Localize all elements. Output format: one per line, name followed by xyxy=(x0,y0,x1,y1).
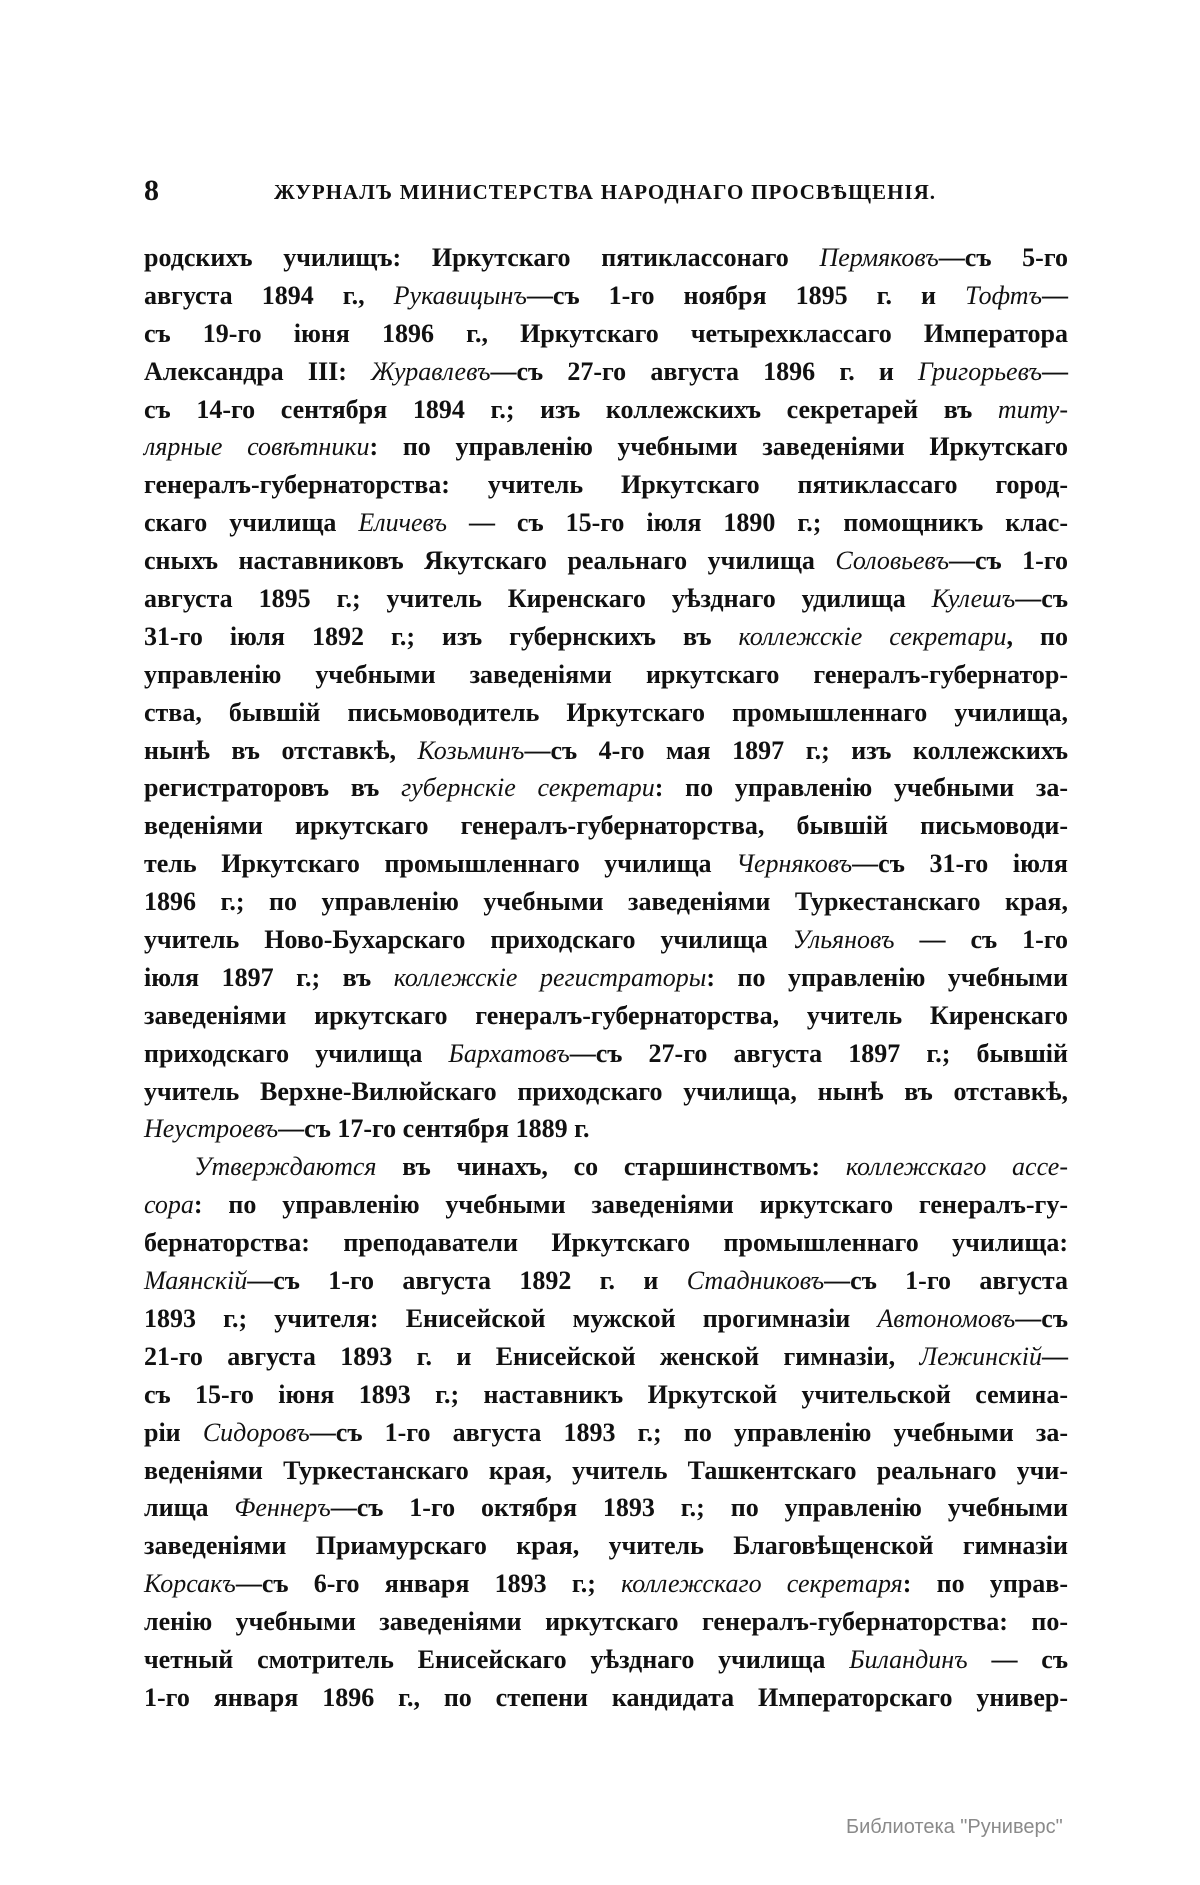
text-line xyxy=(144,319,1068,357)
text-line xyxy=(144,963,1068,1001)
text-line xyxy=(144,395,1068,433)
text-line xyxy=(144,811,1068,849)
text-segment: — xyxy=(1042,1341,1068,1371)
text-segment: —съ 4-го мая 1897 г.; изъ коллежскихъ xyxy=(524,735,1068,765)
text-segment: —съ 1-го xyxy=(948,546,1068,576)
text-segment: —съ xyxy=(1015,584,1068,614)
italic-text: Сидоровъ xyxy=(202,1417,310,1447)
text-line xyxy=(144,508,1068,546)
text-segment: — xyxy=(1042,356,1069,386)
text-segment: — съ xyxy=(967,1644,1069,1674)
text-segment: —съ 1-го августа 1892 г. и xyxy=(247,1266,687,1296)
text-line xyxy=(144,432,1068,470)
text-segment: Александра III: xyxy=(144,356,372,386)
italic-text: лярные совѣтники xyxy=(144,432,370,462)
text-line xyxy=(144,736,1068,774)
text-line xyxy=(144,357,1068,395)
text-line xyxy=(144,1228,1068,1266)
text-segment: — съ 15-го іюля 1890 г.; помощникъ клас- xyxy=(446,508,1068,538)
text-segment: : по управленію учебными заведеніями Иркутскаго xyxy=(369,432,1068,462)
text-segment: — съ 1-го xyxy=(894,925,1068,955)
text-line xyxy=(144,1683,1068,1721)
text-segment: бернаторства: преподаватели Иркутскаго промышленнаго училища: xyxy=(144,1228,1068,1258)
italic-text: Соловьевъ xyxy=(835,546,949,576)
text-segment: веденіями Туркестанскаго края, учитель Ташкентскаго реальнаго учи- xyxy=(144,1455,1068,1485)
text-line xyxy=(144,1304,1068,1342)
text-segment: сныхъ наставниковъ Якутскаго реальнаго училища xyxy=(144,546,836,576)
text-line xyxy=(144,1456,1068,1494)
text-segment: приходскаго училища xyxy=(144,1038,449,1068)
text-line xyxy=(144,1418,1068,1456)
text-line xyxy=(144,622,1068,660)
text-line xyxy=(144,1607,1068,1645)
text-segment: —съ 6-го января 1893 г.; xyxy=(235,1569,622,1599)
text-line xyxy=(144,1077,1068,1115)
text-line xyxy=(144,887,1068,925)
italic-text: коллежскіе регистраторы xyxy=(393,962,707,992)
italic-text: Журавлевъ xyxy=(371,356,491,386)
italic-text: Маянскій xyxy=(144,1266,248,1296)
text-line xyxy=(144,1266,1068,1304)
italic-text: Лежинскій xyxy=(919,1341,1042,1371)
italic-text: Григорьевъ xyxy=(917,356,1043,386)
text-segment: ства, бывшій письмоводитель Иркутскаго промышленнаго училища, xyxy=(144,697,1068,727)
text-segment: —съ 27-го августа 1897 г.; бывшій xyxy=(569,1038,1068,1068)
text-segment: заведеніями Приамурскаго края, учитель Благовѣщенской гимназіи xyxy=(144,1531,1068,1561)
text-segment: четный смотритель Енисейскаго уѣзднаго училища xyxy=(144,1644,850,1674)
text-segment: августа 1894 г., xyxy=(144,280,394,310)
text-segment: съ 15-го іюня 1893 г.; наставникъ Иркутской учительской семина- xyxy=(144,1379,1068,1409)
text-segment: —съ 1-го августа xyxy=(824,1266,1068,1296)
text-line xyxy=(144,849,1068,887)
text-line xyxy=(144,660,1068,698)
italic-text: сора xyxy=(144,1190,194,1220)
text-segment: учитель Ново-Бухарскаго приходскаго училища xyxy=(144,925,793,955)
text-line xyxy=(144,546,1068,584)
italic-text: Тофтъ xyxy=(965,280,1042,310)
text-line xyxy=(144,470,1068,508)
italic-text: Ульяновъ xyxy=(792,925,895,955)
italic-text: Феннеръ xyxy=(234,1493,331,1523)
text-line xyxy=(144,1531,1068,1569)
text-segment: лища xyxy=(144,1493,235,1523)
italic-text: Биландинъ xyxy=(849,1644,968,1674)
italic-text: Стадниковъ xyxy=(686,1266,825,1296)
text-segment: іюля 1897 г.; въ xyxy=(144,962,394,992)
text-segment: 1896 г.; по управленію учебными заведеніями Туркестанскаго края, xyxy=(144,887,1068,917)
italic-text: титу- xyxy=(997,394,1068,424)
text-segment: веденіями иркутскаго генералъ-губернаторства, бывшій письмоводи- xyxy=(144,811,1068,841)
text-segment: —съ 27-го августа 1896 г. и xyxy=(490,356,918,386)
text-line xyxy=(144,1569,1068,1607)
italic-text: коллежскаго ассе- xyxy=(845,1152,1068,1182)
text-line xyxy=(144,1039,1068,1077)
page-number: 8 xyxy=(144,174,159,207)
italic-text: Неустроевъ xyxy=(144,1114,279,1144)
text-segment: въ чинахъ, со старшинствомъ: xyxy=(376,1152,846,1182)
text-line xyxy=(144,1152,1068,1190)
text-line xyxy=(144,1493,1068,1531)
italic-text: Козьминъ xyxy=(417,735,525,765)
text-segment: : по управленію учебными xyxy=(706,962,1068,992)
text-segment: , по xyxy=(1006,621,1068,651)
text-segment: —съ 31-го іюля xyxy=(852,849,1068,879)
text-segment: скаго училища xyxy=(144,508,359,538)
text-line xyxy=(144,1114,1068,1152)
text-segment: —съ 1-го августа 1893 г.; по управленію учебными за- xyxy=(309,1417,1068,1447)
text-segment: съ 19-го іюня 1896 г., Иркутскаго четырехклассаго Императора xyxy=(144,318,1068,348)
italic-text: Пермяковъ xyxy=(819,243,939,272)
body-text xyxy=(144,243,1068,1721)
text-segment: августа 1895 г.; учитель Киренскаго уѣзднаго удилища xyxy=(144,584,932,614)
text-segment: учитель Верхне-Вилюйскаго приходскаго училища, нынѣ въ отставкѣ, xyxy=(144,1076,1068,1106)
text-line xyxy=(144,773,1068,811)
text-segment: нынѣ въ отставкѣ, xyxy=(144,735,418,765)
italic-text: коллежскіе секретари xyxy=(738,621,1007,651)
text-segment: регистраторовъ въ xyxy=(144,773,402,803)
text-segment: 21-го августа 1893 г. и Енисейской женской гимназіи, xyxy=(144,1341,920,1371)
running-title: ЖУРНАЛЪ МИНИСТЕРСТВА НАРОДНАГО ПРОСВѢЩЕНІЯ. xyxy=(274,180,936,204)
text-segment: 1893 г.; учителя: Енисейской мужской прогимназіи xyxy=(144,1303,878,1333)
text-segment: —съ xyxy=(1015,1303,1068,1333)
italic-text: коллежскаго секретаря xyxy=(621,1569,903,1599)
text-segment: ріи xyxy=(144,1417,203,1447)
text-segment: : по управленію учебными заведеніями иркутскаго генералъ-гу- xyxy=(193,1190,1068,1220)
italic-text: Рукавицынъ xyxy=(393,280,527,310)
text-line xyxy=(144,1001,1068,1039)
text-segment: : по управленію учебными за- xyxy=(654,773,1068,803)
text-segment: заведеніями иркутскаго генералъ-губернаторства, учитель Киренскаго xyxy=(144,1000,1068,1030)
italic-text: Корсакъ xyxy=(144,1569,236,1599)
text-segment: тель Иркутскаго промышленнаго училища xyxy=(144,849,737,879)
text-segment: — xyxy=(1042,280,1068,310)
text-segment: управленію учебными заведеніями иркутскаго генералъ-губернатор- xyxy=(144,659,1068,689)
text-line xyxy=(144,281,1068,319)
text-segment: генералъ-губернаторства: учитель Иркутскаго пятиклассаго город- xyxy=(144,470,1068,500)
text-line xyxy=(144,1645,1068,1683)
text-line xyxy=(144,1380,1068,1418)
text-segment: : по управ- xyxy=(902,1569,1068,1599)
text-segment: 1-го января 1896 г., по степени кандидата Императорскаго универ- xyxy=(144,1682,1068,1712)
text-line xyxy=(144,698,1068,736)
italic-text: Утверждаются xyxy=(194,1152,377,1182)
text-segment: —съ 1-го ноября 1895 г. и xyxy=(526,280,966,310)
italic-text: губернскіе секретари xyxy=(401,773,655,803)
italic-text: Автономовъ xyxy=(877,1303,1016,1333)
italic-text: Кулешъ xyxy=(931,584,1016,614)
text-segment: —съ 5-го xyxy=(938,243,1068,272)
text-segment: —съ 1-го октября 1893 г.; по управленію учебными xyxy=(330,1493,1068,1523)
italic-text: Черняковъ xyxy=(736,849,853,879)
text-line xyxy=(144,925,1068,963)
text-line xyxy=(144,243,1068,281)
text-segment: родскихъ училищъ: Иркутскаго пятиклассонаго xyxy=(144,243,820,272)
text-segment: —съ 17-го сентября 1889 г. xyxy=(278,1114,590,1144)
italic-text: Бархатовъ xyxy=(448,1038,570,1068)
text-segment: ленію учебными заведеніями иркутскаго генералъ-губернаторства: по- xyxy=(144,1607,1068,1637)
text-segment: 31-го іюля 1892 г.; изъ губернскихъ въ xyxy=(144,621,739,651)
italic-text: Еличевъ xyxy=(358,508,447,538)
text-segment: съ 14-го сентября 1894 г.; изъ коллежскихъ секретарей въ xyxy=(144,394,998,424)
library-watermark: Библиотека "Руниверс" xyxy=(846,1816,1063,1838)
text-line xyxy=(144,1342,1068,1380)
text-line xyxy=(144,584,1068,622)
text-line xyxy=(144,1190,1068,1228)
